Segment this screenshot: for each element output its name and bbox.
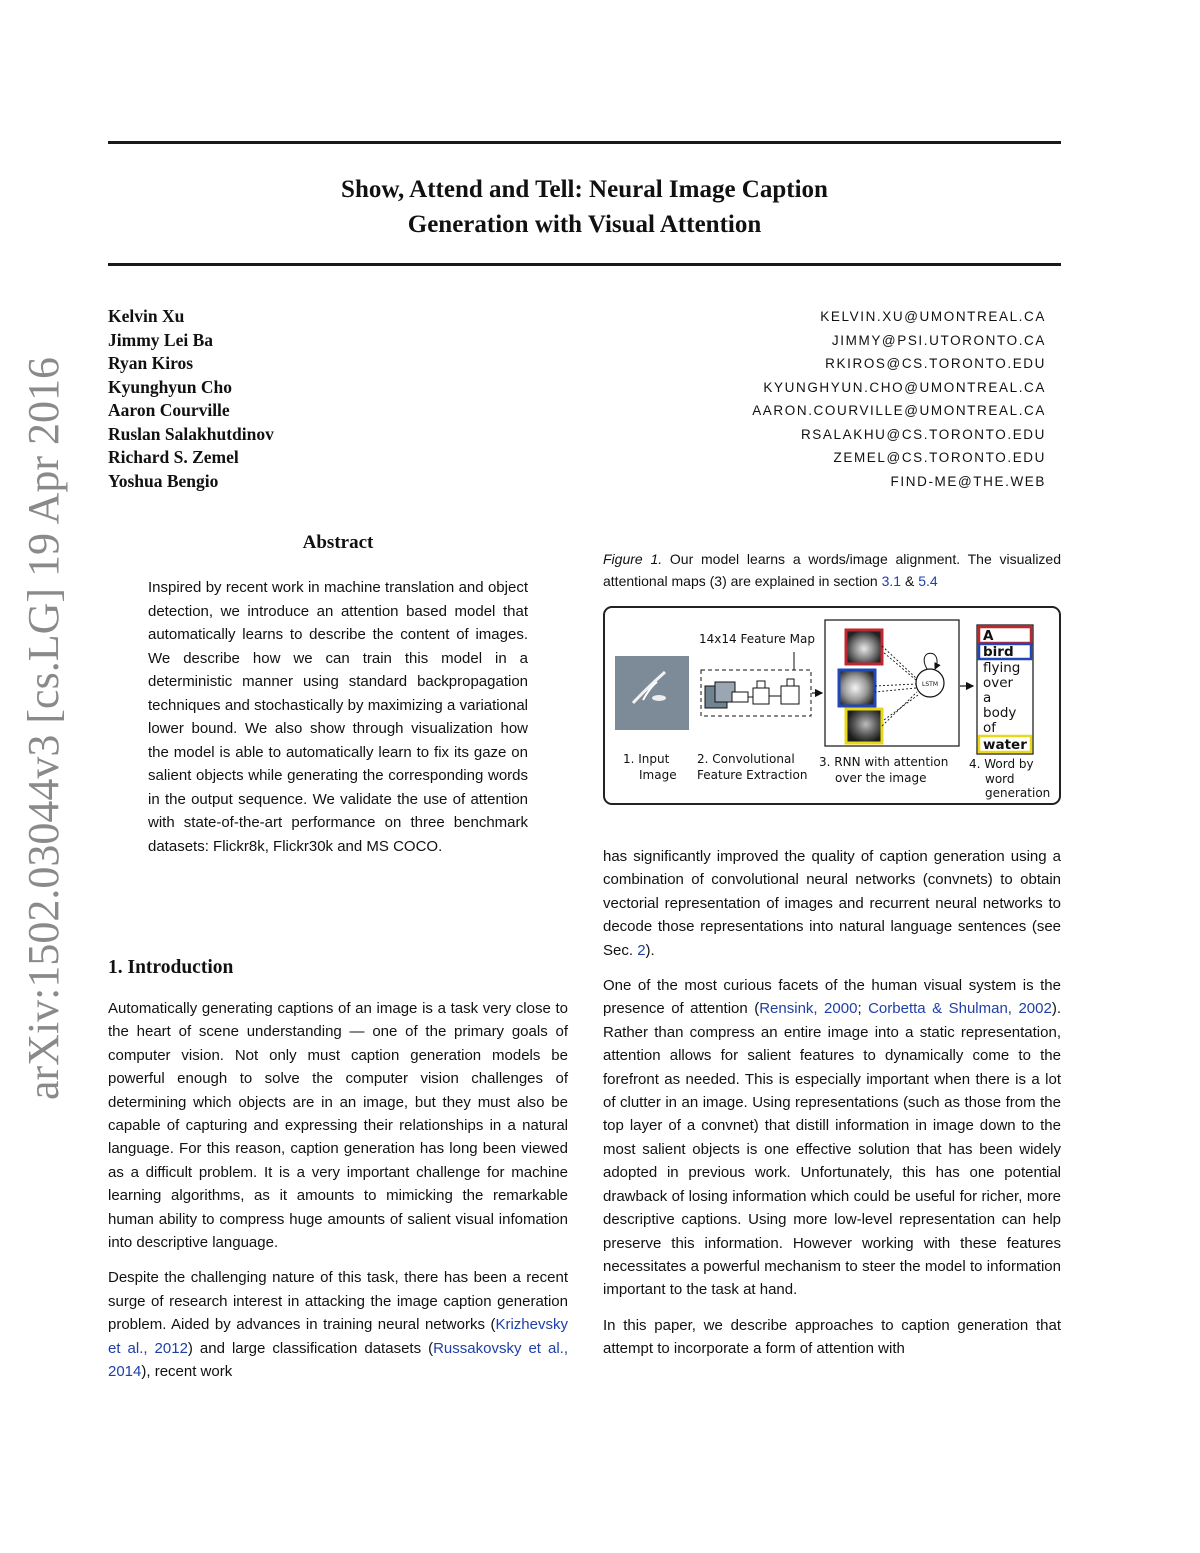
author-row xyxy=(108,399,1061,423)
input-image-bird xyxy=(615,656,689,730)
recurrent-loop-arrow xyxy=(924,653,937,669)
figure-1-diagram xyxy=(603,606,1061,805)
title-line-1: Show, Attend and Tell: Neural Image Caption xyxy=(341,176,828,203)
author-email[interactable]: FIND-ME@THE.WEB xyxy=(890,473,1046,489)
section-ref-link[interactable]: 3.1 xyxy=(881,573,902,589)
paper-title xyxy=(108,172,1061,242)
abstract-heading: Abstract xyxy=(302,532,374,553)
attention-map-yellow xyxy=(846,709,882,743)
author-row xyxy=(108,352,1061,376)
author-name: Yoshua Bengio xyxy=(108,470,219,491)
citation-link[interactable]: Rensink, 2000 xyxy=(759,1000,858,1018)
step-4-label-line-3: generation xyxy=(985,786,1051,800)
author-name: Kyunghyun Cho xyxy=(108,376,233,397)
output-word: of xyxy=(983,720,997,736)
author-row xyxy=(108,329,1061,353)
attention-map-red xyxy=(846,630,882,664)
step-1-label-line-1: 1. Input xyxy=(623,752,670,766)
citation-link[interactable]: Krizhevsky et al., 2012 xyxy=(108,1316,568,1357)
author-email[interactable]: AARON.COURVILLE@UMONTREAL.CA xyxy=(752,403,1046,418)
abstract-text: Inspired by recent work in machine translation and object detection, we introduce an attention based model that automatically learns to describe the content of images. We describe how we can train this model in a deterministic manner using standard backpropagation techniques and stochastically by maximizing a variational lower bound. We also show through visualization how the model is able to automatically learn to fix its gaze on salient objects while generating the corresponding words in the output sequence. We validate the use of attention with state-of-the-art performance on three benchmark datasets: Flickr8k, Flickr30k and MS COCO. xyxy=(148,579,528,855)
output-word: flying xyxy=(983,660,1021,676)
author-name: Ryan Kiros xyxy=(108,353,194,373)
author-name: Kelvin Xu xyxy=(108,306,185,326)
author-email[interactable]: KYUNGHYUN.CHO@UMONTREAL.CA xyxy=(763,379,1046,395)
figure-label: Figure 1. xyxy=(603,551,663,567)
title-line-2: Generation with Visual Attention xyxy=(407,211,762,238)
step-3-label-line-1: 3. RNN with attention xyxy=(819,755,949,769)
author-email[interactable]: RSALAKHU@CS.TORONTO.EDU xyxy=(800,426,1046,442)
introduction-heading: 1. Introduction xyxy=(108,957,234,978)
section-ref-link[interactable]: 5.4 xyxy=(918,573,938,589)
step-2-label-line-2: Feature Extraction xyxy=(697,768,808,782)
section-ref-link[interactable]: 2 xyxy=(637,941,646,959)
convnet-layers-icon xyxy=(705,679,799,708)
step-4-label-line-2: word xyxy=(985,772,1015,786)
author-name: Ruslan Salakhutdinov xyxy=(108,423,274,444)
author-row xyxy=(108,446,1061,470)
step-3-label-line-2: over the image xyxy=(835,771,927,785)
output-word: bird xyxy=(983,644,1014,660)
author-list xyxy=(108,305,1061,493)
right-column-body xyxy=(603,845,1061,1373)
author-email[interactable]: JIMMY@PSI.UTORONTO.CA xyxy=(831,332,1046,348)
figure-1-svg xyxy=(605,608,1063,807)
output-word: A xyxy=(983,628,994,644)
author-row xyxy=(108,470,1061,494)
author-email[interactable]: ZEMEL@CS.TORONTO.EDU xyxy=(833,450,1046,465)
author-name: Jimmy Lei Ba xyxy=(108,329,213,350)
arxiv-identifier: arXiv:1502.03044v3 [cs.LG] 19 Apr 2016 xyxy=(19,356,68,1100)
intro-paragraph-2: Despite the challenging nature of this task, there has been a recent surge of research interest in attacking the image caption generation problem. Aided by advances in training neural networks (Krizhevsky et al., 2012) and large classification datasets (Russakovsky et al., 2014), recent work xyxy=(108,1269,568,1381)
author-name: Aaron Courville xyxy=(108,400,230,420)
title-bottom-rule xyxy=(108,263,1061,266)
author-row xyxy=(108,423,1061,447)
step-1-label-line-2: Image xyxy=(639,768,677,782)
intro-paragraph-1: Automatically generating captions of an image is a task very close to the heart of scene understanding — one of the primary goals of computer vision. Not only must caption generation models be powerful enough to solve the computer vision challenges of determining which objects are in an image, but they must also be capable of capturing and expressing their relationships in a natural language. For this reason, caption generation has long been viewed as a difficult problem. It is a very important challenge for machine learning algorithms, as it amounts to mimicking the remarkable human ability to compress huge amounts of salient visual infomation into descriptive language. xyxy=(108,1000,568,1252)
step-2-label-line-1: 2. Convolutional xyxy=(697,752,795,766)
output-word: water xyxy=(983,737,1027,753)
left-column-body xyxy=(108,997,568,1396)
author-row xyxy=(108,305,1061,329)
output-word: a xyxy=(983,690,992,706)
author-name: Richard S. Zemel xyxy=(108,447,239,467)
figure-1-caption: Figure 1. Our model learns a words/image alignment. The visualized attentional maps (3) are explained in section 3.1 & 5.4 xyxy=(603,551,1062,589)
author-email[interactable]: RKIROS@CS.TORONTO.EDU xyxy=(825,356,1046,371)
citation-link[interactable]: Russakovsky et al., 2014 xyxy=(108,1339,568,1381)
intro-paragraph-4: One of the most curious facets of the human visual system is the presence of attention (Rensink, 2000; Corbetta & Shulman, 2002). Rather than compress an entire image into a static representation, attention allows for salient features to dynamically come to the forefront as needed. This is especially important when there is a lot of clutter in an image. Using representations (such as those from the top layer of a convnet) that distill information in image down to the most salient objects is one effective solution that has been widely adopted in previous work. Unfortunately, this has one potential drawback of losing information which could be useful for richer, more descriptive captions. Using more low-level representation can help preserve this information. However working with these features necessitates a powerful mechanism to steer the model to information important to the task at hand. xyxy=(603,977,1061,1299)
citation-link[interactable]: Corbetta & Shulman, 2002 xyxy=(868,1000,1052,1018)
lstm-label: LSTM xyxy=(922,681,938,688)
feature-map-label: 14x14 Feature Map xyxy=(699,632,815,646)
output-word: over xyxy=(983,675,1014,691)
top-rule xyxy=(108,141,1061,144)
step-4-label-line-1: 4. Word by xyxy=(969,757,1034,771)
author-email[interactable]: KELVIN.XU@UMONTREAL.CA xyxy=(820,309,1046,324)
intro-paragraph-3: has significantly improved the quality of caption generation using a combination of convolutional neural networks (convnets) to obtain vectorial representation of images and recurrent neural networks to decode those representations into natural language sentences (see Sec. 2). xyxy=(603,848,1061,959)
intro-paragraph-5: In this paper, we describe approaches to caption generation that attempt to incorporate a form of attention with xyxy=(603,1316,1061,1358)
author-row xyxy=(108,376,1061,400)
output-word: body xyxy=(983,705,1017,721)
attention-map-blue xyxy=(839,670,875,706)
